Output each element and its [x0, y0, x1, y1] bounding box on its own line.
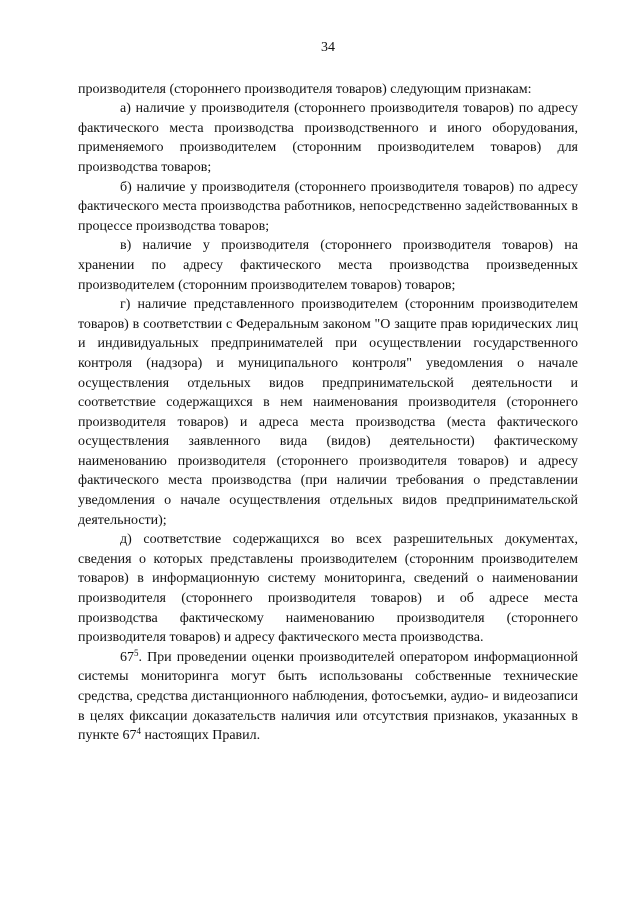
paragraph-item-g: г) наличие представленного производителем (сторонним производителем товаров) в соответствии с Федеральным законом "О защите прав юридических лиц и индивидуальных предпринимателей при осуществлении государственного контроля (надзора) и муниципального контроля" уведомления о начале осуществления отдельных видов предпринимательской деятельности и соответствие содержащихся в нем наименования производителя (стороннего производителя товаров) и адреса места производства (места фактического осуществления заявленного вида (видов) деятельности) фактическому наименованию производителя (стороннего производителя товаров) и адресу фактического места производства (при наличии требования о представлении уведомления о начале осуществления отдельных видов предпринимательской деятельности);	[78, 297, 578, 528]
clause-text: . При проведении оценки производителей оператором информационной системы мониторинга могут быть использованы собственные технические средства, средства дистанционного наблюдения, фотосъемки, аудио- и видеозаписи в целях фиксации доказательств наличия или отсутствия признаков, указанных в пункте	[78, 649, 578, 744]
clause-reference-number: 67	[122, 728, 137, 744]
paragraph-item-a: а) наличие у производителя (стороннего производителя товаров) по адресу фактического места производства производственного и иного оборудования, применяемого производителем (сторонним производителем товаров) для производства товаров;	[78, 101, 578, 175]
clause-number: 67	[120, 649, 134, 665]
clause-text-end: настоящих Правил.	[140, 728, 261, 744]
paragraph-item-d: д) соответствие содержащихся во всех разрешительных документах, сведения о которых представлены производителем (сторонним производителем товаров) в информационную систему мониторинга, сведений о наименовании производителя (стороннего производителя товаров) и об адресе места производства фактическому наименованию производителя (стороннего производителя товаров) и адресу фактического места производства.	[78, 532, 578, 646]
clause-reference-superscript: 4	[136, 726, 141, 737]
clause-number-superscript: 5	[134, 647, 139, 658]
paragraph-item-v: в) наличие у производителя (стороннего производителя товаров) на хранении по адресу фактического места производства произведенных производителем (сторонним производителем товаров) товаров;	[78, 238, 578, 293]
page-number: 34	[321, 40, 335, 55]
paragraph-item-b: б) наличие у производителя (стороннего производителя товаров) по адресу фактического места производства работников, непосредственно задействованных в процессе производства товаров;	[78, 179, 578, 234]
paragraph-intro: производителя (стороннего производителя товаров) следующим признакам:	[78, 81, 532, 97]
paragraph-clause-67-5	[78, 648, 578, 746]
